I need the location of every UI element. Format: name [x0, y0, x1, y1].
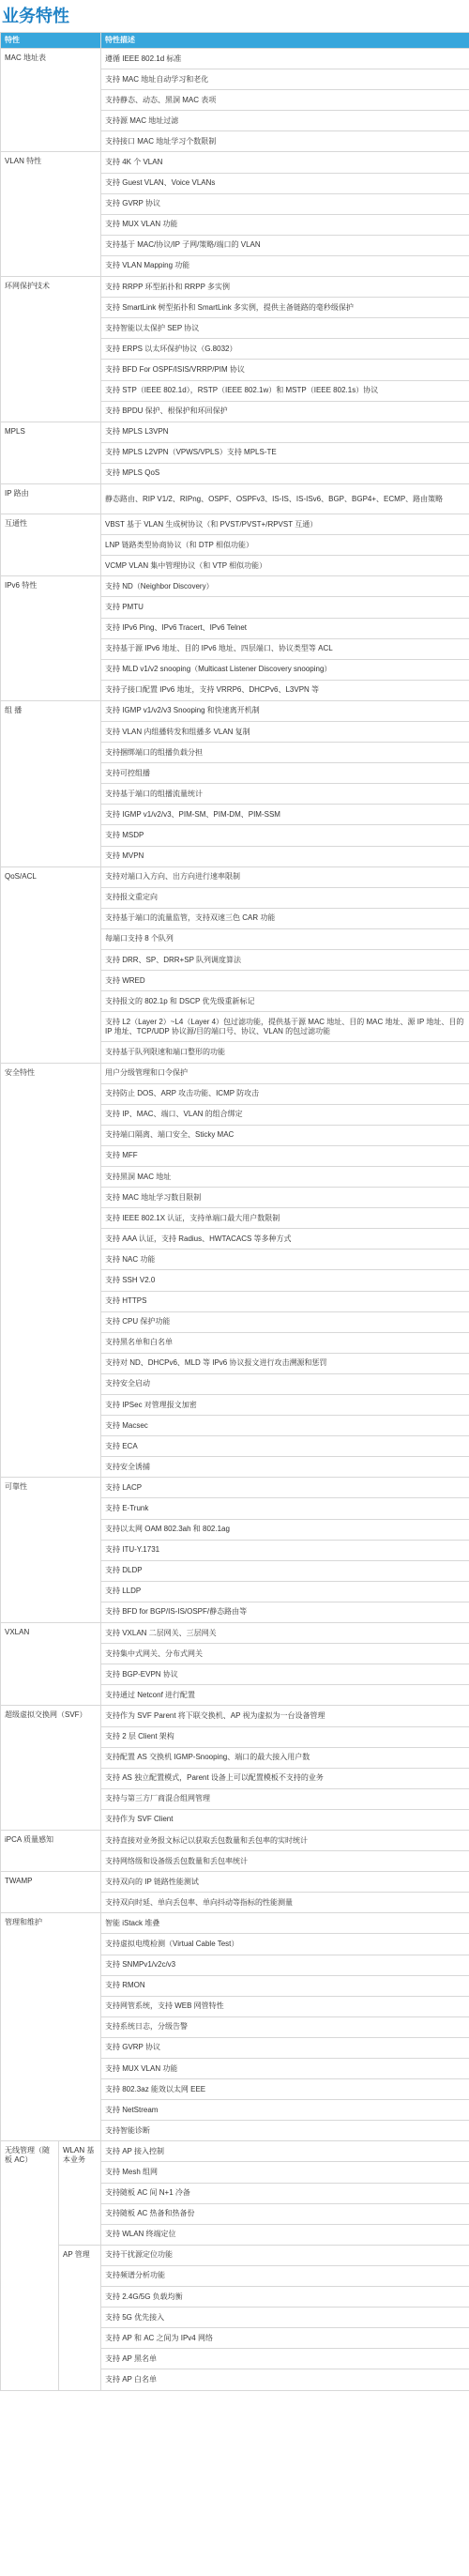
feature-description: 支持 SSH V2.0: [101, 1270, 469, 1291]
page-title: 业务特性: [2, 7, 69, 25]
feature-category: 组 播: [1, 700, 101, 866]
feature-description: LNP 链路类型协商协议（和 DTP 相似功能）: [101, 535, 469, 556]
feature-category: 管理和维护: [1, 1913, 101, 2141]
table-row: [1, 1913, 469, 1934]
feature-description: 支持 BGP-EVPN 协议: [101, 1664, 469, 1685]
feature-description: 支持集中式网关、分布式网关: [101, 1644, 469, 1664]
feature-description: 支持黑名单和白名单: [101, 1332, 469, 1353]
feature-description: 支持 BPDU 保护、根保护和环回保护: [101, 401, 469, 422]
feature-table-body: [1, 49, 469, 2391]
feature-description: 支持 BFD for BGP/IS-IS/OSPF/静态路由等: [101, 1602, 469, 1622]
feature-description: 支持 DRR、SP、DRR+SP 队列调度算法: [101, 950, 469, 971]
feature-description: 支持 L2（Layer 2）~L4（Layer 4）包过滤功能，提供基于源 MAC 地址、目的 MAC 地址、源 IP 地址、目的 IP 地址、TCP/UDP 协议源/目的端口号、协议、VLAN 的包过滤功能: [101, 1012, 469, 1042]
table-row: [1, 1623, 469, 1644]
feature-description: 支持 Guest VLAN、Voice VLANs: [101, 173, 469, 193]
feature-category: 环网保护技术: [1, 277, 101, 422]
feature-description: 支持黑洞 MAC 地址: [101, 1166, 469, 1187]
table-header-row: [1, 33, 469, 49]
feature-description: 支持 HTTPS: [101, 1291, 469, 1311]
feature-description: 支持 5G 优先接入: [101, 2308, 469, 2328]
table-row: [1, 422, 469, 442]
feature-description: 支持 LLDP: [101, 1581, 469, 1602]
feature-description: 支持 WLAN 终端定位: [101, 2224, 469, 2245]
feature-description: 用户分级管理和口令保护: [101, 1063, 469, 1083]
feature-description: 支持直接对业务报文标记以获取丢包数量和丢包率的实时统计: [101, 1830, 469, 1850]
table-row: [1, 483, 469, 514]
table-row: [1, 49, 469, 69]
feature-description: 支持 Macsec: [101, 1416, 469, 1436]
feature-table: [0, 32, 469, 2391]
feature-description: 支持 MAC 地址自动学习和老化: [101, 69, 469, 90]
feature-description: 支持与第三方厂商混合组网管理: [101, 1788, 469, 1809]
table-row: [1, 2141, 469, 2162]
feature-description: 支持 MAC 地址学习数目限制: [101, 1188, 469, 1208]
feature-description: 支持 VLAN Mapping 功能: [101, 255, 469, 276]
feature-description: 支持对 ND、DHCPv6、MLD 等 IPv6 协议报文进行攻击溯源和惩罚: [101, 1353, 469, 1373]
feature-description: 支持对端口入方向、出方向进行速率限制: [101, 866, 469, 887]
feature-description: 支持 IGMP v1/v2/v3、PIM-SM、PIM-DM、PIM-SSM: [101, 805, 469, 825]
feature-description: 静态路由、RIP V1/2、RIPng、OSPF、OSPFv3、IS-IS、IS-ISv6、BGP、BGP4+、ECMP、路由策略: [101, 483, 469, 514]
feature-category: 超级虚拟交换网（SVF）: [1, 1706, 101, 1831]
feature-category: TWAMP: [1, 1872, 101, 1913]
feature-description: 支持 IPv6 Ping、IPv6 Tracert、IPv6 Telnet: [101, 618, 469, 638]
feature-description: 支持频谱分析功能: [101, 2265, 469, 2286]
feature-description: 支持报文的 802.1p 和 DSCP 优先级重新标记: [101, 991, 469, 1012]
feature-description: 支持系统日志，分级告警: [101, 2016, 469, 2037]
feature-category: QoS/ACL: [1, 866, 101, 1063]
feature-description: 支持 GVRP 协议: [101, 2037, 469, 2058]
table-row: [1, 1706, 469, 1726]
feature-description: 支持 CPU 保护功能: [101, 1311, 469, 1332]
feature-description: 支持 4K 个 VLAN: [101, 152, 469, 173]
feature-category: VLAN 特性: [1, 152, 101, 277]
feature-description: 支持 MVPN: [101, 846, 469, 866]
feature-description: 支持 LACP: [101, 1478, 469, 1498]
feature-description: 支持网络级和设备级丢包数量和丢包率统计: [101, 1851, 469, 1872]
feature-description: 支持源 MAC 地址过滤: [101, 111, 469, 131]
feature-description: 支持 SmartLink 树型拓扑和 SmartLink 多实例，提供主备链路的毫秒级保护: [101, 298, 469, 318]
feature-description: 支持 AP 黑名单: [101, 2349, 469, 2369]
feature-description: 支持 Mesh 组网: [101, 2162, 469, 2183]
table-row: [1, 1478, 469, 1498]
feature-description: 支持 AP 和 AC 之间为 IPv4 网络: [101, 2328, 469, 2349]
table-row: [1, 1830, 469, 1850]
feature-description: 支持以太网 OAM 802.3ah 和 802.1ag: [101, 1519, 469, 1540]
feature-description: 支持 IPSec 对管理报文加密: [101, 1395, 469, 1416]
feature-description: VCMP VLAN 集中管理协议（和 VTP 相似功能）: [101, 556, 469, 576]
feature-description: 支持基于队列限速和端口整形的功能: [101, 1042, 469, 1063]
feature-description: 支持静态、动态、黑洞 MAC 表项: [101, 90, 469, 111]
feature-description: 支持 WRED: [101, 971, 469, 991]
feature-description: 支持 2 层 Client 架构: [101, 1726, 469, 1747]
feature-description: 支持 2.4G/5G 负载均衡: [101, 2287, 469, 2308]
feature-description: 支持端口隔离、端口安全、Sticky MAC: [101, 1125, 469, 1145]
feature-description: 支持安全启动: [101, 1373, 469, 1394]
feature-category: MAC 地址表: [1, 49, 101, 152]
feature-description: 每端口支持 8 个队列: [101, 928, 469, 949]
feature-description: 支持可控组播: [101, 763, 469, 784]
table-row: [1, 152, 469, 173]
table-row: [1, 700, 469, 721]
feature-description: 支持 IP、MAC、端口、VLAN 的组合绑定: [101, 1104, 469, 1125]
feature-description: 支持 802.3az 能效以太网 EEE: [101, 2079, 469, 2100]
feature-description: 支持防止 DOS、ARP 攻击功能、ICMP 防攻击: [101, 1083, 469, 1104]
feature-description: 支持干扰源定位功能: [101, 2245, 469, 2265]
feature-description: 支持 RRPP 环型拓扑和 RRPP 多实例: [101, 277, 469, 298]
table-row: [1, 277, 469, 298]
feature-description: 支持 MPLS QoS: [101, 463, 469, 483]
feature-description: 支持 ERPS 以太环保护协议（G.8032）: [101, 339, 469, 360]
feature-description: 支持 STP（IEEE 802.1d），RSTP（IEEE 802.1w）和 MSTP（IEEE 802.1s）协议: [101, 380, 469, 401]
feature-description: 支持配置 AS 交换机 IGMP-Snooping、端口的最大接入用户数: [101, 1747, 469, 1768]
feature-description: 支持 GVRP 协议: [101, 193, 469, 214]
feature-description: 支持随板 AC 热备和热备份: [101, 2203, 469, 2224]
feature-description: 支持双向的 IP 链路性能测试: [101, 1872, 469, 1893]
feature-description: 支持双向时延、单向丢包率、单向抖动等指标的性能测量: [101, 1893, 469, 1913]
feature-description: 支持 NetStream: [101, 2100, 469, 2121]
table-row: [1, 1872, 469, 1893]
feature-description: 遵循 IEEE 802.1d 标准: [101, 49, 469, 69]
feature-category: VXLAN: [1, 1623, 101, 1706]
feature-description: 支持捆绑端口的组播负载分担: [101, 743, 469, 763]
feature-description: 支持接口 MAC 地址学习个数限制: [101, 131, 469, 152]
feature-description: 支持 PMTU: [101, 597, 469, 618]
feature-description: 支持安全诱捕: [101, 1457, 469, 1478]
feature-description: 支持基于 MAC/协议/IP 子网/策略/端口的 VLAN: [101, 235, 469, 255]
table-row: [1, 576, 469, 597]
feature-subcategory: WLAN 基本业务: [59, 2141, 101, 2245]
header-description: 特性描述: [101, 33, 469, 49]
feature-description: 支持 AAA 认证，支持 Radius、HWTACACS 等多种方式: [101, 1229, 469, 1250]
feature-description: 支持 MUX VLAN 功能: [101, 214, 469, 235]
feature-category: iPCA 质量感知: [1, 1830, 101, 1871]
feature-description: 支持 MFF: [101, 1145, 469, 1166]
feature-category: 可靠性: [1, 1478, 101, 1623]
feature-description: 支持报文重定向: [101, 887, 469, 908]
feature-description: 支持 ND（Neighbor Discovery）: [101, 576, 469, 597]
feature-description: 智能 iStack 堆叠: [101, 1913, 469, 1934]
feature-description: 支持基于端口的流量监管，支持双速三色 CAR 功能: [101, 908, 469, 928]
feature-description: 支持 MPLS L2VPN（VPWS/VPLS）支持 MPLS-TE: [101, 442, 469, 463]
feature-description: 支持基于端口的组播流量统计: [101, 784, 469, 805]
feature-subcategory: AP 管理: [59, 2245, 101, 2390]
feature-description: 支持 MSDP: [101, 825, 469, 846]
feature-description: 支持智能诊断: [101, 2121, 469, 2141]
feature-description: 支持 AP 白名单: [101, 2369, 469, 2390]
feature-description: 支持随板 AC 间 N+1 冷备: [101, 2183, 469, 2203]
feature-description: 支持 MUX VLAN 功能: [101, 2059, 469, 2079]
table-row: [1, 1063, 469, 1083]
feature-description: 支持 IGMP v1/v2/v3 Snooping 和快速离开机制: [101, 700, 469, 721]
table-row: [1, 2245, 469, 2265]
feature-description: 支持作为 SVF Parent 将下联交换机、AP 视为虚拟为一台设备管理: [101, 1706, 469, 1726]
table-row: [1, 866, 469, 887]
feature-category: IP 路由: [1, 483, 101, 514]
feature-description: 支持 MPLS L3VPN: [101, 422, 469, 442]
table-row: [1, 514, 469, 535]
feature-description: 支持 SNMPv1/v2c/v3: [101, 1955, 469, 1975]
feature-description: 支持 AP 接入控制: [101, 2141, 469, 2162]
feature-category: 安全特性: [1, 1063, 101, 1478]
header-feature: 特性: [1, 33, 101, 49]
feature-description: 支持网管系统，支持 WEB 网管特性: [101, 1996, 469, 2016]
feature-description: 支持 ECA: [101, 1436, 469, 1457]
feature-description: 支持 NAC 功能: [101, 1250, 469, 1270]
feature-description: 支持智能以太保护 SEP 协议: [101, 318, 469, 339]
feature-description: 支持 VLAN 内组播转发和组播多 VLAN 复制: [101, 722, 469, 743]
feature-description: 支持 E-Trunk: [101, 1498, 469, 1519]
feature-description: 支持 VXLAN 二层网关、三层网关: [101, 1623, 469, 1644]
feature-description: 支持 IEEE 802.1X 认证，支持单端口最大用户数限制: [101, 1208, 469, 1229]
feature-description: 支持作为 SVF Client: [101, 1809, 469, 1830]
feature-description: 支持 AS 独立配置模式，Parent 设备上可以配置模板不支持的业务: [101, 1768, 469, 1788]
feature-description: 支持 BFD For OSPF/ISIS/VRRP/PIM 协议: [101, 360, 469, 380]
feature-category: MPLS: [1, 422, 101, 483]
feature-description: 支持 MLD v1/v2 snooping（Multicast Listener Discovery snooping）: [101, 659, 469, 680]
feature-description: 支持 RMON: [101, 1975, 469, 1996]
feature-description: VBST 基于 VLAN 生成树协议（和 PVST/PVST+/RPVST 互通）: [101, 514, 469, 535]
feature-description: 支持虚拟电缆检测（Virtual Cable Test）: [101, 1934, 469, 1955]
feature-description: 支持 DLDP: [101, 1560, 469, 1581]
feature-category: IPv6 特性: [1, 576, 101, 701]
feature-description: 支持基于源 IPv6 地址、目的 IPv6 地址、四层端口、协议类型等 ACL: [101, 638, 469, 659]
feature-category: 无线管理（随板 AC）: [1, 2141, 59, 2390]
feature-description: 支持 ITU-Y.1731: [101, 1540, 469, 1560]
feature-category: 互通性: [1, 514, 101, 576]
feature-description: 支持通过 Netconf 进行配置: [101, 1685, 469, 1706]
feature-description: 支持子接口配置 IPv6 地址，支持 VRRP6、DHCPv6、L3VPN 等: [101, 680, 469, 700]
